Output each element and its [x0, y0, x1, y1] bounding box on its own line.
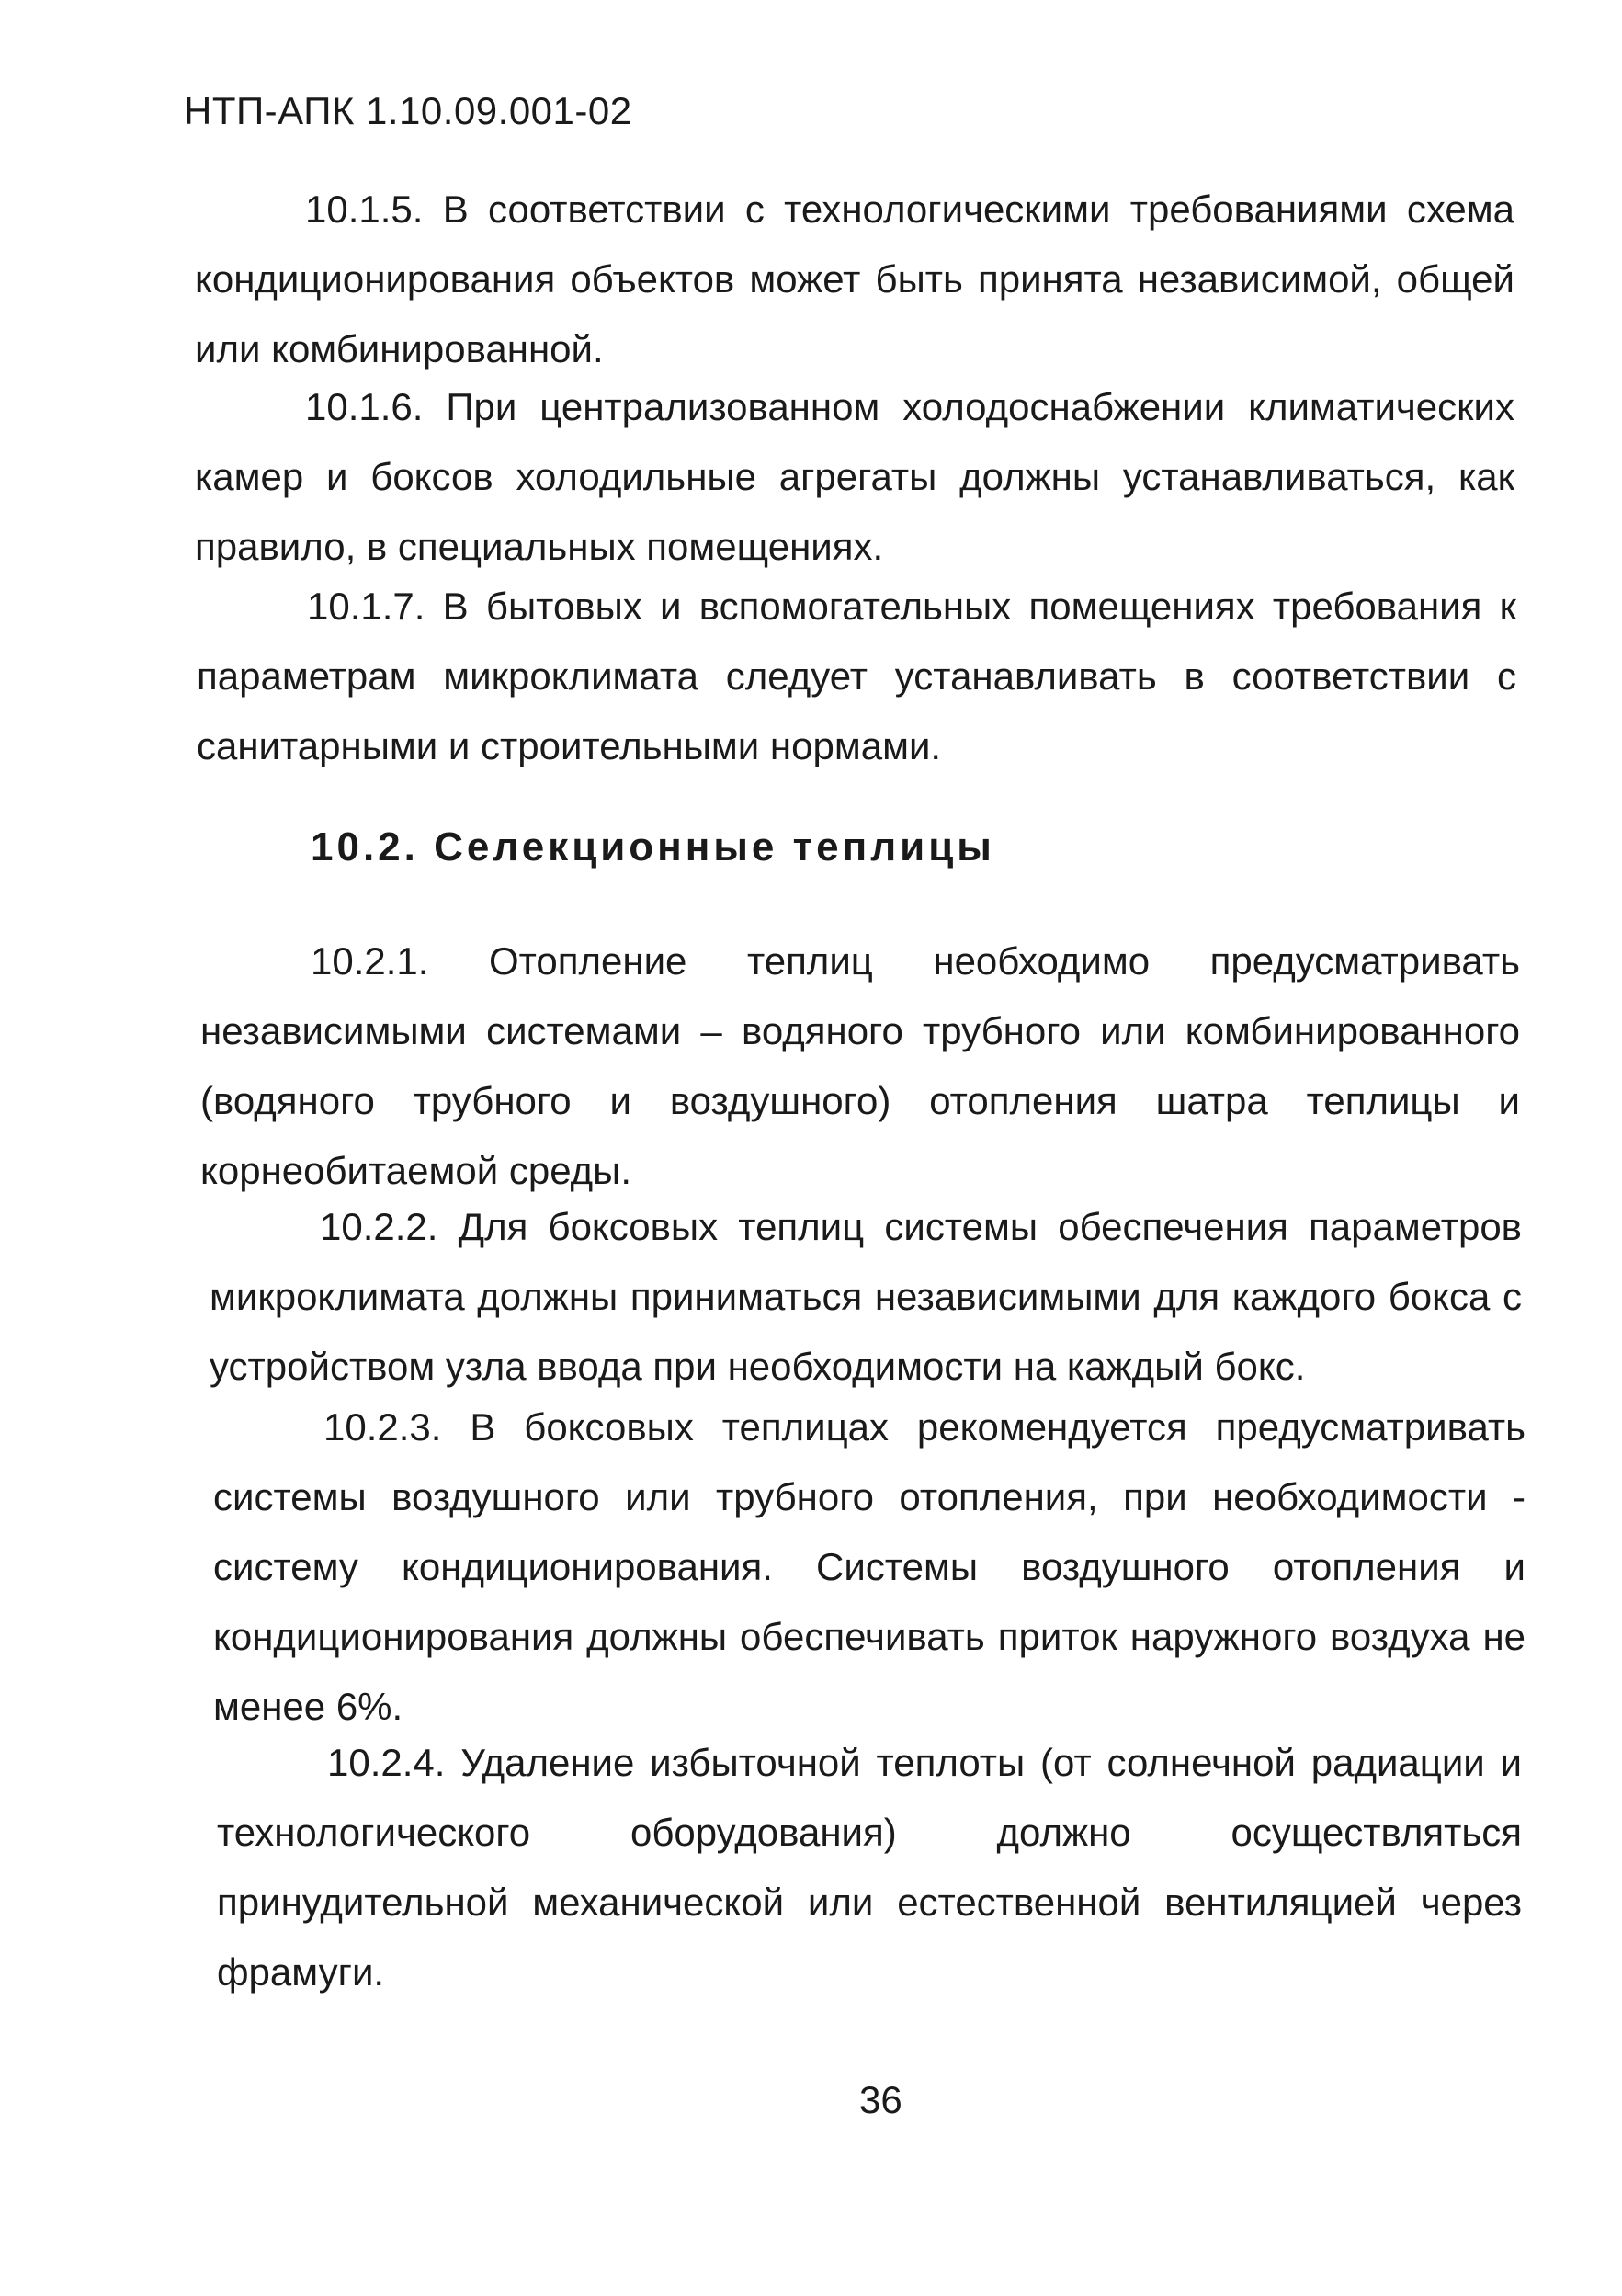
- paragraph-10-2-4: 10.2.4. Удаление избыточной теплоты (от солнечной радиации и технологического оборудования) должно осуществляться принудительной механической или естественной вентиляцией через фрамуги.: [217, 1741, 1522, 1994]
- paragraph-10-1-6: 10.1.6. При централизованном холодоснабжении климатических камер и боксов холодильные агрегаты должны устанавливаться, как правило, в специальных помещениях.: [195, 385, 1514, 568]
- document-code-header: НТП-АПК 1.10.09.001-02: [184, 89, 632, 132]
- section-heading-10-2: 10.2. Селекционные теплицы: [311, 824, 995, 870]
- paragraph-10-2-2: 10.2.2. Для боксовых теплиц системы обеспечения параметров микроклимата должны приниматься независимыми для каждого бокса с устройством узла ввода при необходимости на каждый бокс.: [210, 1205, 1522, 1388]
- paragraph-10-2-1: 10.2.1. Отопление теплиц необходимо предусматривать независимыми системами – водяного трубного или комбинированного (водяного трубного и воздушного) отопления шатра теплицы и корнеобитаемой среды.: [200, 939, 1520, 1192]
- paragraph-10-1-5: 10.1.5. В соответствии с технологическими требованиями схема кондиционирования объектов может быть принята независимой, общей или комбинированной.: [195, 188, 1514, 370]
- page-number: 36: [859, 2078, 902, 2121]
- paragraph-10-1-7: 10.1.7. В бытовых и вспомогательных помещениях требования к параметрам микроклимата следует устанавливать в соответствии с санитарными и строительными нормами.: [197, 585, 1516, 767]
- paragraph-10-2-3: 10.2.3. В боксовых теплицах рекомендуется предусматривать системы воздушного или трубного отопления, при необходимости - систему кондиционирования. Системы воздушного отопления и кондиционирования должны обеспечивать приток наружного воздуха не менее 6%.: [213, 1405, 1526, 1728]
